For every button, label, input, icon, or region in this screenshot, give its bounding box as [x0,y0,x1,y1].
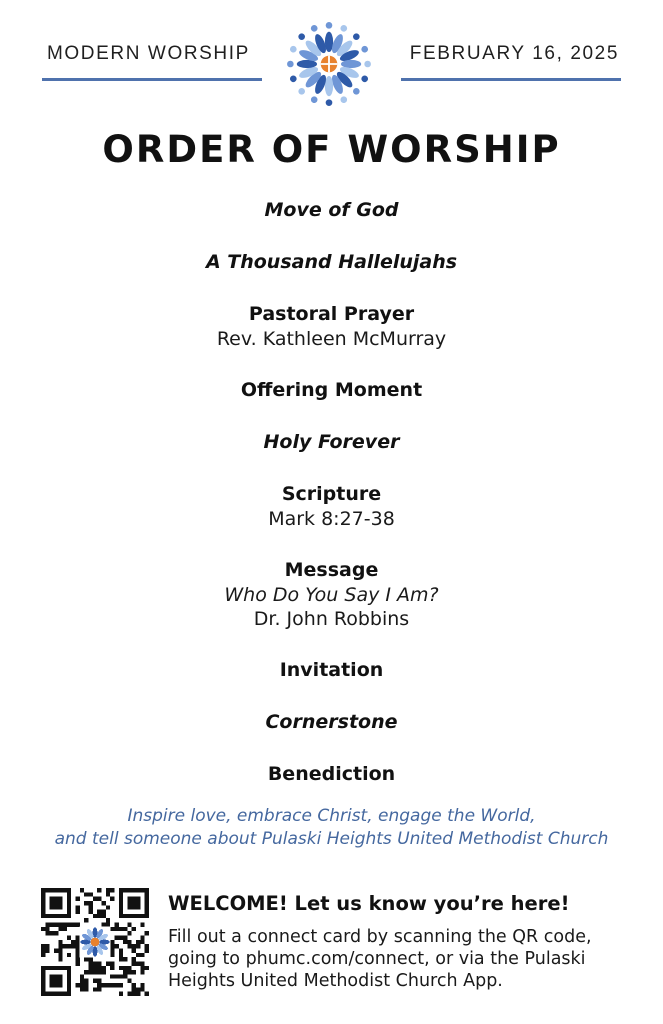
order-item-holy-forever [0,430,663,455]
order-item-title: Move of God [264,199,399,221]
order-item-cornerstone [0,710,663,735]
church-flower-icon [283,18,375,110]
welcome-heading: WELCOME! Let us know you’re here! [168,892,570,915]
order-item-title: Scripture [281,483,382,505]
order-item-title: Invitation [279,659,384,681]
order-item-title: A Thousand Hallelujahs [205,251,458,273]
mission-statement [0,805,663,851]
order-item-title: Message [284,559,379,581]
order-item-thousand-hallelujahs [0,250,663,275]
mission-line-1: Inspire love, embrace Christ, engage the World, [127,806,536,826]
order-item-leader: Rev. Kathleen McMurray [216,328,447,350]
order-item-title: Offering Moment [240,379,423,401]
sermon-title: Who Do You Say I Am? [224,584,439,606]
welcome-instructions: Fill out a connect card by scanning the QR code, going to phumc.com/connect, or via the Pulaski Heights United Methodist Church App. [168,927,592,991]
scripture-reference: Mark 8:27-38 [268,508,395,530]
order-item-title: Pastoral Prayer [248,303,415,325]
service-name: MODERN WORSHIP [47,43,250,64]
order-item-invitation [0,658,663,683]
qr-code-icon[interactable] [41,888,149,996]
order-list [0,198,663,814]
header-rule-right [401,78,621,81]
order-item-message [0,558,663,631]
preacher-name: Dr. John Robbins [253,608,410,630]
header-rule-left [42,78,262,81]
order-item-offering-moment [0,378,663,403]
order-item-title: Holy Forever [263,431,400,453]
order-item-pastoral-prayer [0,302,663,351]
order-item-move-of-god [0,198,663,223]
order-item-title: Benediction [267,763,396,785]
order-item-benediction [0,762,663,787]
order-item-scripture [0,482,663,531]
service-date: FEBRUARY 16, 2025 [409,43,619,64]
page-title: ORDER OF WORSHIP [102,128,561,171]
mission-line-2: and tell someone about Pulaski Heights United Methodist Church [54,829,609,849]
order-item-title: Cornerstone [265,711,398,733]
